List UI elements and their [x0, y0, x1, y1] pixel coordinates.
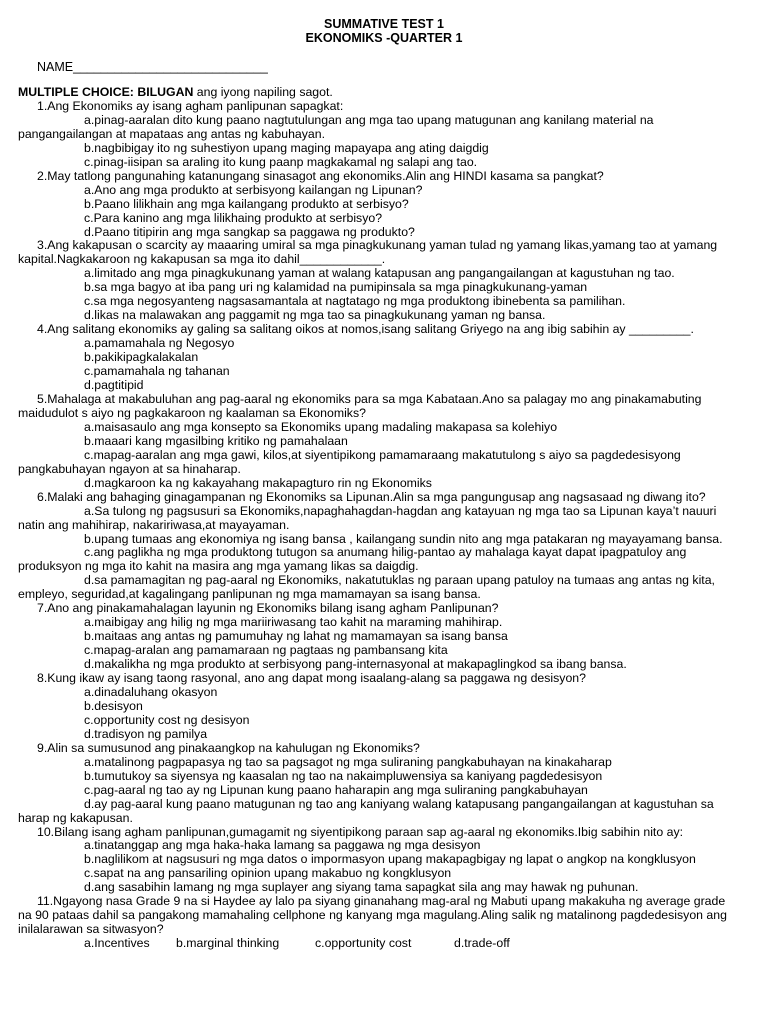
question-9: 9.Alin sa sumusunod ang pinakaangkop na kahulugan ng Ekonomiks? — [37, 740, 420, 755]
option-4d: d.pagtitipid — [84, 378, 144, 393]
option-9b: b.tumutukoy sa siyensya ng kaasalan ng tao na nakaimpluwensiya sa kaniyang pagdedesisyon — [84, 768, 603, 783]
option-8a: a.dinadaluhang okasyon — [84, 684, 218, 699]
option-3a: a.limitado ang mga pinagkukunang yaman at walang katapusan ang pangangailangan at kagustuhan ng tao. — [84, 266, 675, 281]
question-4: 4.Ang salitang ekonomiks ay galing sa salitang oikos at nomos,isang salitang Griyego na ang ibig sabihin ay _________. — [37, 322, 694, 337]
option-8b: b.desisyon — [84, 698, 143, 713]
option-11b: b.marginal thinking — [176, 936, 280, 951]
question-8: 8.Kung ikaw ay isang taong rasyonal, ano ang dapat mong isaalang-alang sa paggawa ng desisyon? — [37, 671, 586, 686]
question-1: 1.Ang Ekonomiks ay isang agham panlipunan sapagkat: — [37, 98, 344, 113]
option-6b: b.upang tumaas ang ekonomiya ng isang bansa , kailangang sundin nito ang mga patakaran ng mayayamang bansa. — [84, 531, 723, 546]
question-3: 3.Ang kakapusan o scarcity ay maaaring umiral sa mga pinagkukunang yaman tulad ng yamang likas,yamang tao at yamang kapital.Nagkakaroon ng kakapusan sa mga ito dahil____________. — [18, 238, 718, 267]
option-1c: c.pinag-iisipan sa araling ito kung paanp magkakamal ng salapi ang tao. — [84, 154, 478, 169]
option-9a: a.matalinong pagpapasya ng tao sa pagsagot ng mga suliraning pangkabuhayan na kinakaharap — [84, 754, 612, 769]
option-7a: a.maibigay ang hilig ng mga mariiriwasang tao kahit na maraming mahihirap. — [84, 615, 503, 630]
option-5d: d.magkaroon ka ng kakayahang makapagturo rin ng Ekonomiks — [84, 475, 432, 490]
option-3b: b.sa mga bagyo at iba pang uri ng kalamidad na pumipinsala sa mga pinagkukunang-yaman — [84, 280, 588, 295]
option-11a: a.Incentives — [84, 936, 150, 951]
option-9d: d.ay pag-aaral kung paano matugunan ng tao ang kaniyang walang katapusang pangangailangan at kagustuhan sa harap ng kakapusan. — [18, 796, 714, 825]
option-6a: a.Sa tulong ng pagsusuri sa Ekonomiks,napaghahagdan-hagdan ang katayuan ng mga tao sa Lipunan kaya’t nauuri natin ang mahihirap, nakaririwasa,at mayayaman. — [18, 503, 717, 532]
question-list — [18, 86, 740, 951]
option-3c: c.sa mga negosyanteng nagsasamantala at nagtatago ng mga produktong ibinebenta sa pamilihan. — [84, 294, 626, 309]
option-9c: c.pag-aaral ng tao ay ng Lipunan kung paano haharapin ang mga suliraning pangkabuhayan — [84, 782, 588, 797]
option-7d: d.makalikha ng mga produkto at serbisyong pang-internasyonal at makapaglingkod sa ibang bansa. — [84, 657, 627, 672]
option-10a: a.tinatanggap ang mga haka-haka lamang sa paggawa ng mga desisyon — [84, 838, 481, 853]
option-4c: c.pamamahala ng tahanan — [84, 364, 230, 379]
option-4b: b.pakikipagkalakalan — [84, 350, 199, 365]
option-8c: c.opportunity cost ng desisyon — [84, 712, 250, 727]
question-10: 10.Bilang isang agham panlipunan,gumagamit ng siyentipikong paraan sap ag-aaral ng ekonomiks.Ibig sabihin nito ay: — [37, 824, 684, 839]
option-5a: a.maisasaulo ang mga konsepto sa Ekonomiks upang madaling makapasa sa kolehiyo — [84, 419, 558, 434]
instructions-heading: MULTIPLE CHOICE: BILUGAN — [18, 85, 194, 99]
question-11: 11.Ngayong nasa Grade 9 na si Haydee ay lalo pa siyang ginanahang mag-aral ng Mabuti upang makakuha ng average grade na 90 pataas dahil sa pangakong mamahaling cellphone ng kanyang mga magulang.Aling salik ng matalinong pagdedesisyon ang inilalarawan sa sitwasyon? — [18, 894, 727, 937]
option-2b: b.Paano lilikhain ang mga kailangang produkto at serbisyo? — [84, 196, 409, 211]
option-11d: d.trade-off — [454, 936, 510, 951]
question-5: 5.Mahalaga at makabuluhan ang pag-aaral ng ekonomiks para sa mga Kabataan.Ano sa palagay mo ang pinakamabuting maidudulot s aiyo ng pagkakaroon ng kaalaman sa Ekonomiks? — [18, 391, 702, 420]
option-6d: d.sa pamamagitan ng pag-aaral ng Ekonomiks, nakatutuklas ng paraan upang patuloy na tumaas ang antas ng kita, empleyo, seguridad,at kagalingang panlipunan ng mga mamamayan sa isang bansa. — [18, 573, 715, 602]
option-5b: b.maaari kang mgasilbing kritiko ng pamahalaan — [84, 433, 348, 448]
test-title: SUMMATIVE TEST 1 — [324, 17, 444, 31]
option-4a: a.pamamahala ng Negosyo — [84, 336, 235, 351]
option-5c: c.mapag-aaralan ang mga gawi, kilos,at siyentipikong pamamaraang makatutulong s aiyo sa pagdedesisyong pangkabuhayan ngayon at sa hinaharap. — [18, 447, 681, 476]
instructions-text: ang iyong napiling sagot. — [193, 85, 333, 99]
option-2c: c.Para kanino ang mga lilikhaing produkto at serbisyo? — [84, 210, 383, 225]
option-3d: d.likas na malawakan ang paggamit ng mga tao sa pinagkukunang yaman ng bansa. — [84, 308, 546, 323]
option-11c: c.opportunity cost — [315, 936, 412, 951]
option-10d: d.ang sasabihin lamang ng mga suplayer ang siyang tama sapagkat sila ang may hawak ng puhunan. — [84, 880, 639, 895]
subject-title: EKONOMIKS -QUARTER 1 — [305, 31, 463, 45]
option-10c: c.sapat na ang pansariling opinion upang makabuo ng kongklusyon — [84, 866, 452, 881]
question-2: 2.May tatlong pangunahing katanungang sinasagot ang ekonomiks.Alin ang HINDI kasama sa pangkat? — [37, 168, 604, 183]
option-7b: b.maitaas ang antas ng pamumuhay ng lahat ng mamamayan sa isang bansa — [84, 629, 508, 644]
option-2d: d.Paano titipirin ang mga sangkap sa paggawa ng produkto? — [84, 224, 415, 239]
option-7c: c.mapag-aralan ang pamamaraan ng pagtaas ng pambansang kita — [84, 643, 448, 658]
question-7: 7.Ano ang pinakamahalagan layunin ng Ekonomiks bilang isang agham Panlipunan? — [37, 601, 499, 616]
option-6c: c.ang paglikha ng mga produktong tutugon sa anumang hilig-pantao ay mahalaga kayat dapat ipagpatuloy ang produksyon ng mga ito kahit na masira ang mga yamang likas sa daigdig. — [18, 545, 687, 574]
instructions — [18, 86, 740, 100]
option-1b: b.nagbibigay ito ng suhestiyon upang maging mapayapa ang ating daigdig — [84, 140, 489, 155]
question-6: 6.Malaki ang bahaging ginagampanan ng Ekonomiks sa Lipunan.Alin sa mga pangungusap ang nagsasaad ng diwang ito? — [37, 489, 706, 504]
option-1a: a.pinag-aaralan dito kung paano nagtutulungan ang mga tao upang matugunan ang kanilang material na pangangailangan at mapataas ang antas ng kabuhayan. — [18, 112, 654, 141]
option-2a: a.Ano ang mga produkto at serbisyong kailangan ng Lipunan? — [84, 182, 423, 197]
options-11 — [18, 937, 740, 951]
name-field-line: NAME____________________________ — [37, 60, 268, 74]
option-10b: b.naglilikom at nagsusuri ng mga datos o impormasyon upang makapagbigay ng lapat o angkop na kongklusyon — [84, 852, 696, 867]
option-8d: d.tradisyon ng pamilya — [84, 726, 208, 741]
